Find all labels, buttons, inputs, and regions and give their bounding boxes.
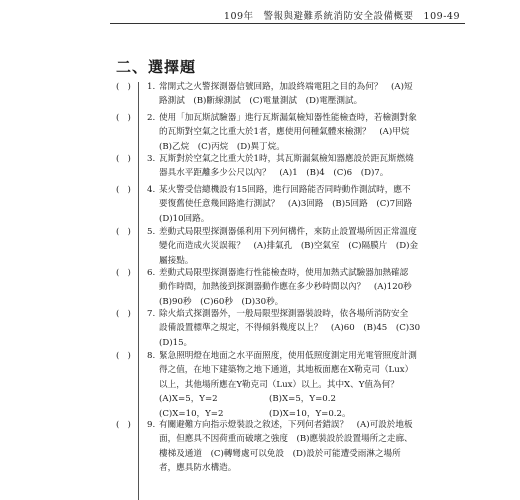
question-line: 要復舊使任意幾回路進行測試？ (A)3回路 (B)5回路 (C)7回路: [159, 199, 413, 210]
question-number: 4.: [147, 185, 156, 195]
question-number: 5.: [147, 227, 156, 237]
question-number: 3.: [147, 154, 156, 164]
answer-blank[interactable]: ( ): [116, 420, 131, 430]
question-line: (B)乙烷 (C)丙烷 (D)異丁烷。: [159, 141, 285, 152]
question-number: 8.: [147, 351, 156, 361]
question-number: 6.: [147, 268, 156, 278]
question-number: 1.: [147, 82, 156, 92]
question-line: 得之值，在地下建築物之地下通道，其地板面應在X勒克司（Lux）: [159, 365, 414, 376]
page-header: 109年 警報與避難系統消防安全設備概要 109-49: [223, 11, 460, 22]
option-item: (C)X=10，Y=2: [159, 408, 224, 419]
option-item: (A)X=5，Y=2: [159, 394, 218, 405]
answer-blank[interactable]: ( ): [116, 227, 131, 237]
answer-blank[interactable]: ( ): [116, 351, 131, 361]
header-rule: [110, 23, 465, 24]
question-text: [159, 80, 467, 109]
question-line: 路測試 (B)斷線測試 (C)電量測試 (D)電壓測試。: [159, 96, 363, 107]
question-text: [159, 266, 467, 309]
answer-blank[interactable]: ( ): [116, 154, 131, 164]
question-text: [159, 225, 467, 268]
question-line: 面，但應具不因荷重而破壞之強度 (B)應裝設於設置場所之走廊、: [159, 434, 413, 445]
option-item: (D)X=10，Y=0.2。: [269, 408, 351, 419]
option-item: (B)X=5，Y=0.2: [269, 394, 336, 405]
question-line: 除火焰式探測器外，一般局限型探測器裝設時，依各場所消防安全: [159, 309, 409, 319]
question-line: 常開式之火警探測器信號回路，加設終端電阻之目的為何？ (A)短: [159, 82, 413, 92]
answer-blank[interactable]: ( ): [116, 268, 131, 278]
question-text: [159, 111, 467, 154]
answer-blank[interactable]: ( ): [116, 185, 131, 195]
question-line: 設備設置標準之規定，不得傾斜幾度以上？ (A)60 (B)45 (C)30: [159, 323, 421, 334]
question-number: 9.: [147, 420, 156, 430]
question-line: 緊急照明燈在地面之水平面照度，使用低照度測定用光電管照度計測: [159, 351, 417, 361]
question-line: 瓦斯對於空氣之比重大於1時，其瓦斯漏氣檢知器應設於距瓦斯燃燒: [159, 154, 414, 164]
question-number: 7.: [147, 309, 156, 319]
question-line: 使用「加瓦斯試驗器」進行瓦斯漏氣檢知器性能檢查時，若檢測對象: [159, 113, 417, 123]
question-line: 差動式局限型探測器係利用下列何構件，來防止設置場所因正常溫度: [159, 227, 417, 237]
question-line: (B)90秒 (C)60秒 (D)30秒。: [159, 296, 284, 307]
answer-blank[interactable]: ( ): [116, 82, 131, 92]
question-line: 樓梯及通道 (C)轉彎處可以免設 (D)設於可能遭受雨淋之場所: [159, 448, 401, 459]
answer-blank[interactable]: ( ): [116, 309, 131, 319]
question-text: [159, 183, 467, 226]
question-line: 者，應具防水構造。: [159, 463, 237, 474]
question-line: (D)15。: [159, 337, 193, 348]
question-line: 動作時間，加熱後到探測器動作應在多少秒時間以內？ (A)120秒: [159, 282, 412, 293]
question-text: [159, 307, 467, 350]
section-title: 二、選擇題: [116, 58, 197, 76]
option-grid: [159, 392, 467, 421]
question-line: 器具水平距離多少公尺以內？ (A)1 (B)4 (C)6 (D)7。: [159, 168, 389, 179]
question-line: 有關避難方向指示燈裝設之敘述，下列何者錯誤？ (A)可設於地板: [159, 420, 413, 430]
question-line: 變化而造成火災誤報？ (A)排氣孔 (B)空氣室 (C)隔膜片 (D)金: [159, 241, 419, 252]
question-text: [159, 418, 467, 476]
question-line: 屬接點。: [159, 255, 194, 266]
question-line: 以上，其他場所應在Y勒克司（Lux）以上。其中X、Y值為何？: [159, 379, 399, 390]
question-line: 的瓦斯對空氣之比重大於1者，應使用何種氣體來檢測？ (A)甲烷: [159, 127, 410, 138]
question-line: 某火警受信總機設有15回路，進行回路能否同時動作測試時，應不: [159, 185, 411, 195]
question-text: [159, 152, 467, 181]
question-line: 差動式局限型探測器進行性能檢查時，使用加熱式試驗器加熱確認: [159, 268, 409, 278]
answer-column-divider: [138, 82, 139, 500]
question-line: (D)10回路。: [159, 213, 210, 224]
question-text: [159, 349, 467, 421]
answer-blank[interactable]: ( ): [116, 113, 131, 123]
question-number: 2.: [147, 113, 156, 123]
